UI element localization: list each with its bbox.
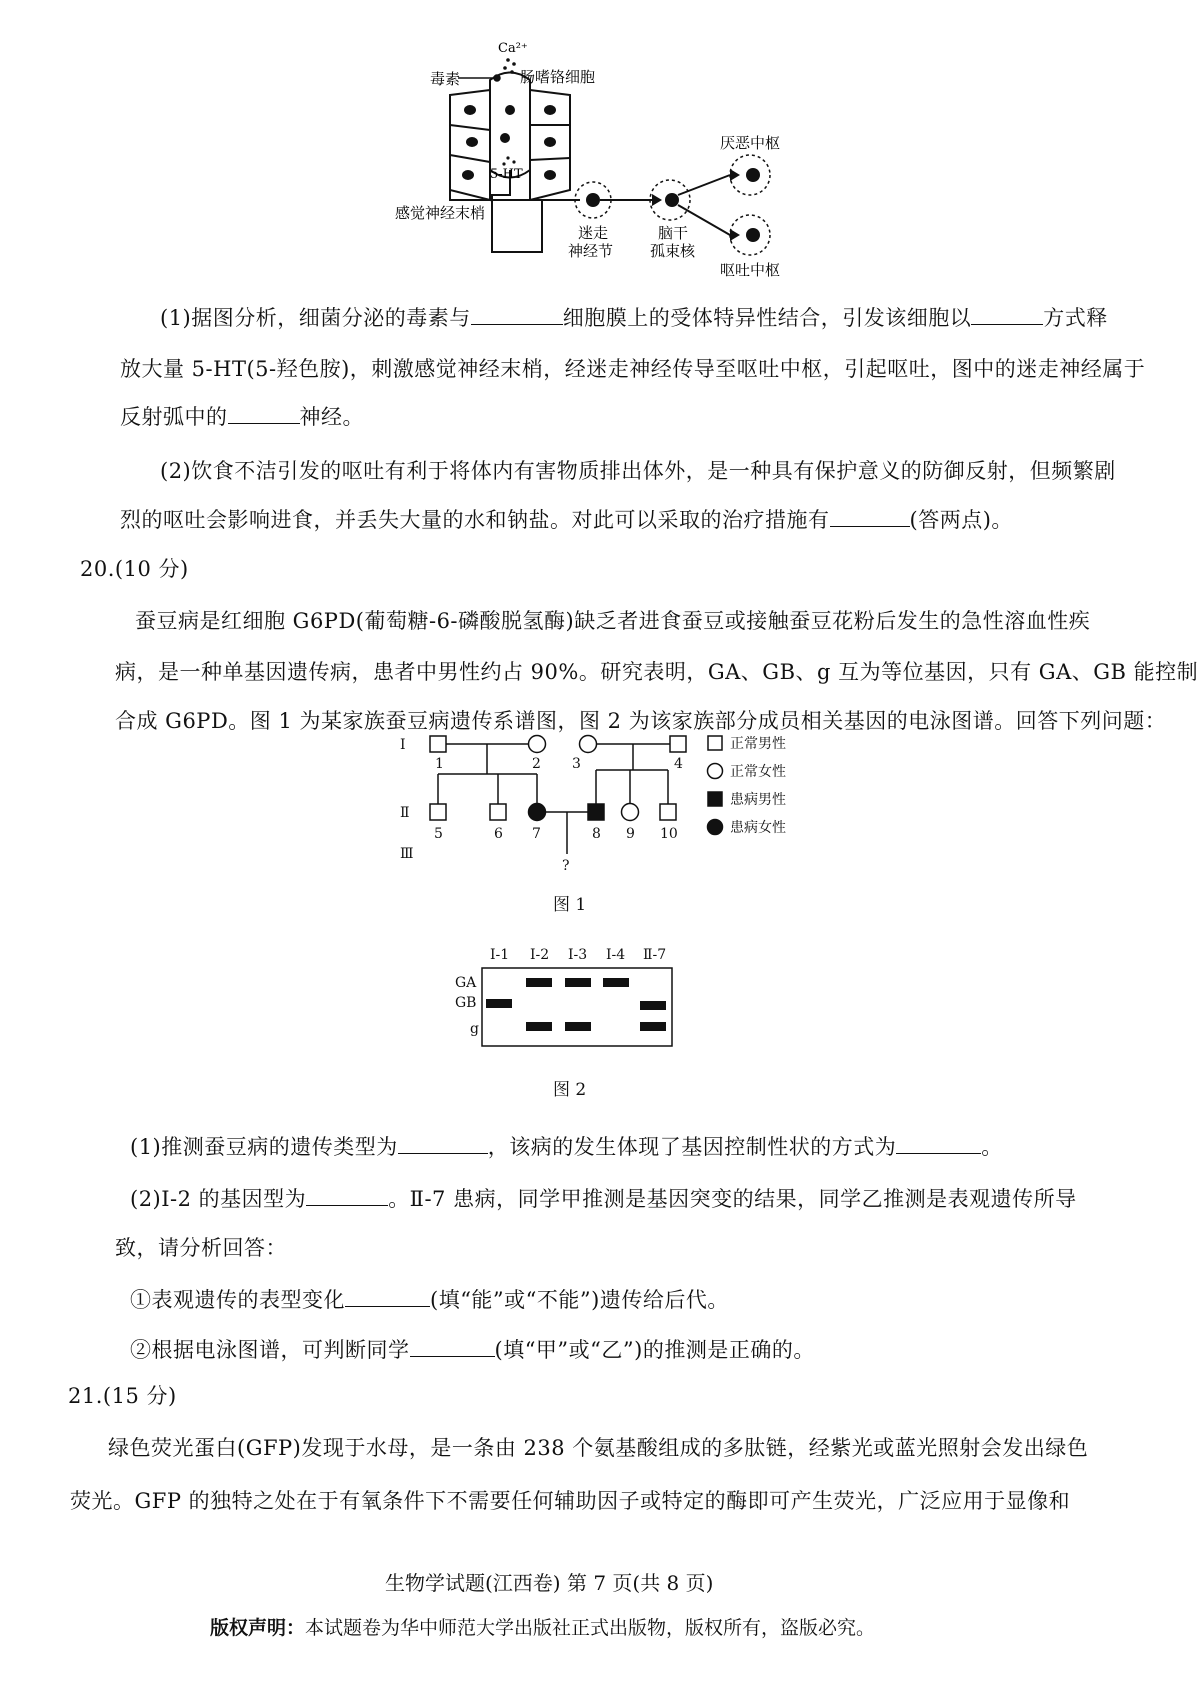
label-brainstem-1: 脑干 [658, 224, 689, 242]
q21-line1: 绿色荧光蛋白(GFP)发现于水母，是一条由 238 个氨基酸组成的多肽链，经紫光或蓝光照射会发出绿色 [108, 1436, 1089, 1460]
q20-s2-b: (填“甲”或“乙”)的推测是正确的。 [494, 1338, 815, 1362]
id-1: 1 [435, 756, 444, 772]
answer-blank[interactable] [410, 1336, 495, 1357]
q20-s1 [130, 1284, 729, 1314]
band-I-4-GA [603, 978, 629, 987]
id-2: 2 [532, 756, 541, 772]
answer-blank[interactable] [228, 403, 300, 424]
legend-text-affected-male: 患病男性 [730, 792, 786, 808]
legend-text-normal-female: 正常女性 [730, 764, 786, 780]
q19-part1-line2: 放大量 5-HT(5-羟色胺)，刺激感觉神经末梢，经迷走神经传导至呕吐中枢，引起呕吐，图中的迷走神经属于 [120, 357, 1146, 381]
gen-label-III: Ⅲ [400, 846, 414, 862]
legend-normal-female [708, 764, 723, 779]
q20-s1-b: (填“能”或“不能”)遗传给后代。 [430, 1288, 729, 1312]
pedigree-I-3 [580, 736, 597, 753]
q20-q2-a: (2)Ⅰ-2 的基因型为 [130, 1187, 307, 1211]
band-I-1-GB [486, 999, 512, 1008]
pedigree-II-10 [660, 804, 676, 820]
pedigree-I-4 [670, 736, 686, 752]
q20-s2 [130, 1334, 815, 1364]
copyright-label: 版权声明： [210, 1617, 306, 1639]
q20-q2 [130, 1183, 1077, 1213]
label-vomit: 呕吐中枢 [720, 261, 781, 279]
q19-p1-a: (1)据图分析，细菌分泌的毒素与 [160, 306, 471, 330]
pedigree-II-5 [430, 804, 446, 820]
q20-intro-3: 合成 G6PD。图 1 为某家族蚕豆病遗传系谱图，图 2 为该家族部分成员相关基因的电泳图谱。回答下列问题： [115, 709, 1167, 733]
q20-intro-1: 蚕豆病是红细胞 G6PD(葡萄糖-6-磷酸脱氢酶)缺乏者进食蚕豆或接触蚕豆花粉后发生的急性溶血性疾 [135, 609, 1091, 633]
lane-label-II-7: Ⅱ-7 [643, 947, 667, 963]
electrophoresis-figure [455, 945, 695, 1055]
id-6: 6 [494, 826, 503, 842]
q19-part1-line1 [160, 302, 1108, 332]
q21-heading: 21.(15 分) [68, 1384, 177, 1408]
id-8: 8 [592, 826, 601, 842]
band-II-7-GB [640, 1001, 666, 1010]
allele-label-g: g [470, 1021, 479, 1037]
pedigree-II-6 [490, 804, 506, 820]
id-9: 9 [626, 826, 635, 842]
lane-label-I-4: Ⅰ-4 [606, 947, 626, 963]
vomiting-reflex-figure [380, 30, 820, 285]
fig1-caption: 图 1 [553, 895, 587, 915]
id-unknown: ? [562, 858, 570, 874]
q20-heading: 20.(10 分) [80, 557, 189, 581]
answer-blank[interactable] [345, 1286, 430, 1307]
answer-blank[interactable] [830, 506, 910, 527]
q19-p2-c: (答两点)。 [909, 508, 1013, 532]
legend-affected-female [708, 820, 723, 835]
id-10: 10 [660, 826, 678, 842]
q19-p1-e: 反射弧中的 [120, 405, 228, 429]
q20-s1-a: ①表观遗传的表型变化 [130, 1288, 345, 1312]
label-brainstem-2: 孤束核 [650, 242, 696, 260]
q19-part1-line3 [120, 401, 364, 431]
q20-q1-c: 。 [981, 1135, 1003, 1159]
pedigree-I-2 [529, 736, 546, 753]
id-7: 7 [532, 826, 541, 842]
copyright-notice [210, 1613, 875, 1640]
page-footer: 生物学试题(江西卷) 第 7 页(共 8 页) [385, 1571, 714, 1595]
pedigree-II-9 [622, 804, 639, 821]
lane-label-I-1: Ⅰ-1 [490, 947, 510, 963]
legend-normal-male [708, 736, 722, 750]
label-toxin: 毒素 [430, 70, 461, 88]
band-I-2-GA [526, 978, 552, 987]
band-I-3-GA [565, 978, 591, 987]
q19-p2-b: 烈的呕吐会影响进食，并丢失大量的水和钠盐。对此可以采取的治疗措施有 [120, 508, 830, 532]
band-II-7-g [640, 1022, 666, 1031]
id-4: 4 [674, 756, 683, 772]
legend-affected-male [708, 792, 722, 806]
gen-label-I: Ⅰ [400, 737, 406, 753]
band-I-2-g [526, 1022, 552, 1031]
q20-q1 [130, 1131, 1003, 1161]
gen-label-II: Ⅱ [400, 805, 410, 821]
pedigree-I-1 [430, 736, 446, 752]
id-3: 3 [572, 756, 581, 772]
legend-text-normal-male: 正常男性 [730, 736, 786, 752]
lane-label-I-2: Ⅰ-2 [530, 947, 550, 963]
fig2-caption: 图 2 [553, 1080, 587, 1100]
copyright-text: 本试题卷为华中师范大学出版社正式出版物，版权所有，盗版必究。 [305, 1617, 876, 1639]
q20-q2-b: 。Ⅱ-7 患病，同学甲推测是基因突变的结果，同学乙推测是表观遗传所导 [388, 1187, 1077, 1211]
lane-label-I-3: Ⅰ-3 [568, 947, 588, 963]
q19-part2-line2 [120, 504, 1013, 534]
pedigree-figure [400, 732, 850, 877]
answer-blank[interactable] [306, 1185, 388, 1206]
q20-s2-a: ②根据电泳图谱，可判断同学 [130, 1338, 410, 1362]
label-ca: Ca²⁺ [498, 41, 528, 56]
q19-part2-line1: (2)饮食不洁引发的呕吐有利于将体内有害物质排出体外，是一种具有保护意义的防御反射，但频繁剧 [160, 459, 1116, 483]
q20-intro-2: 病，是一种单基因遗传病，患者中男性约占 90%。研究表明，GA、GB、g 互为等位基因，只有 GA、GB 能控制 [115, 660, 1199, 684]
legend-text-affected-female: 患病女性 [730, 820, 786, 836]
answer-blank[interactable] [398, 1133, 488, 1154]
pedigree-II-7 [529, 804, 546, 821]
q20-q1-a: (1)推测蚕豆病的遗传类型为 [130, 1135, 398, 1159]
q19-p1-c: 方式释 [1043, 306, 1108, 330]
answer-blank[interactable] [896, 1133, 981, 1154]
q19-p1-b: 细胞膜上的受体特异性结合，引发该细胞以 [562, 306, 972, 330]
label-vagus-2: 神经节 [568, 242, 614, 260]
answer-blank[interactable] [471, 304, 563, 325]
q21-line2: 荧光。GFP 的独特之处在于有氧条件下不需要任何辅助因子或特定的酶即可产生荧光，广泛应用于显像和 [70, 1489, 1071, 1513]
label-sensory: 感觉神经末梢 [395, 204, 486, 222]
label-aversion: 厌恶中枢 [720, 134, 781, 152]
label-cell: 肠嗜铬细胞 [520, 68, 596, 86]
allele-label-GB: GB [455, 995, 477, 1011]
label-5ht: 5-HT [490, 167, 523, 182]
q20-q2-cont: 致，请分析回答： [115, 1236, 287, 1260]
label-vagus-1: 迷走 [578, 224, 609, 242]
q19-p1-f: 神经。 [299, 405, 364, 429]
id-5: 5 [434, 826, 443, 842]
band-I-3-g [565, 1022, 591, 1031]
allele-label-GA: GA [455, 975, 477, 991]
pedigree-II-8 [588, 804, 604, 820]
q20-q1-b: ，该病的发生体现了基因控制性状的方式为 [487, 1135, 897, 1159]
answer-blank[interactable] [971, 304, 1043, 325]
